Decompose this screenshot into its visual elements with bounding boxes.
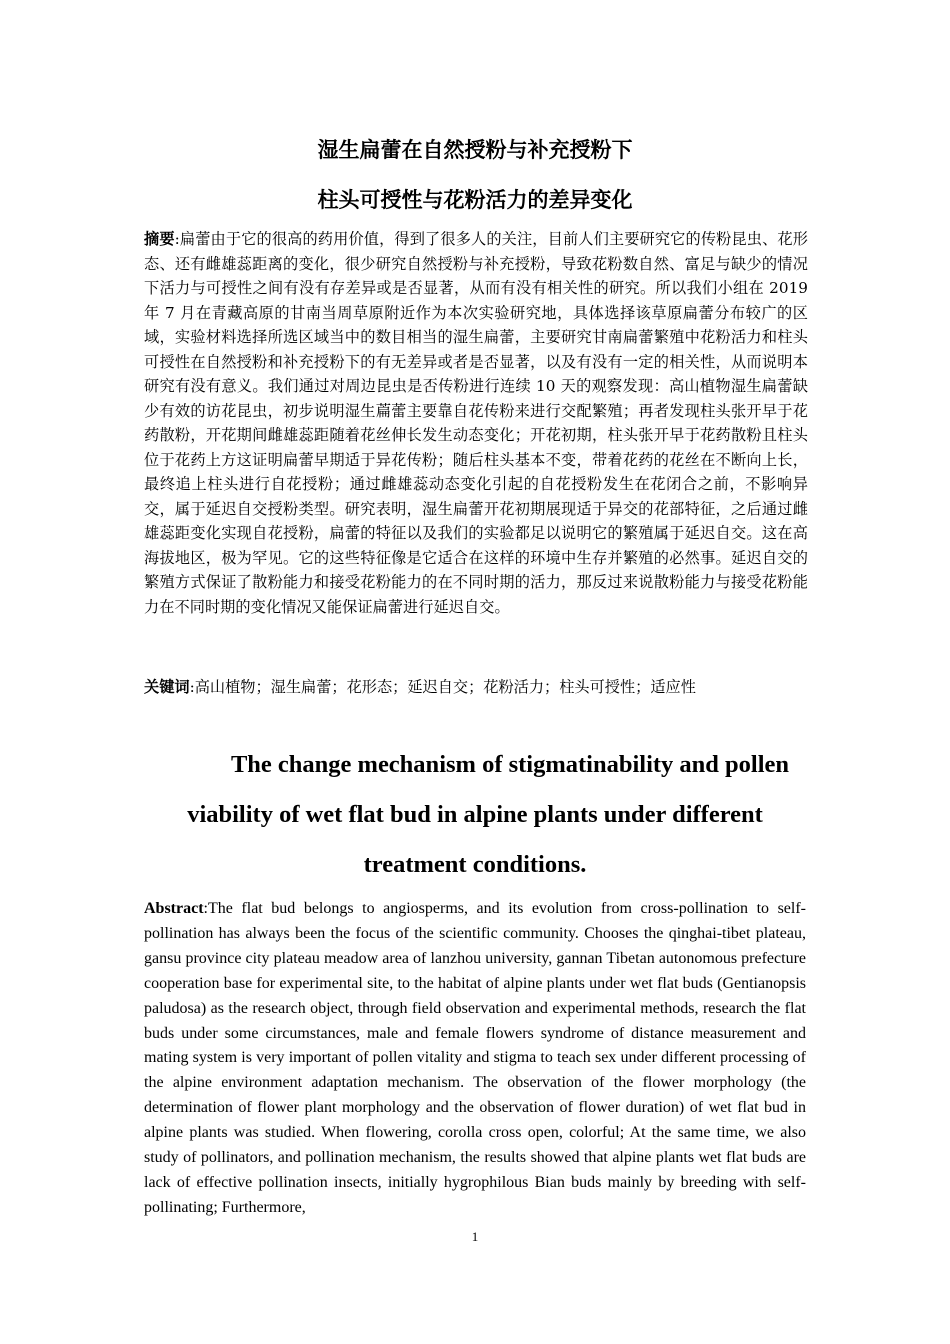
chinese-keywords <box>144 675 808 700</box>
english-title-line-2: viability of wet flat bud in alpine plants under different <box>187 801 763 828</box>
chinese-abstract-label: 摘要 <box>144 230 175 248</box>
english-title <box>140 740 810 890</box>
english-abstract-label: Abstract <box>144 900 204 917</box>
page-number: 1 <box>471 1229 479 1244</box>
chinese-abstract-separator: : <box>174 230 180 248</box>
english-title-line-1: The change mechanism of stigmatinability and pollen <box>230 751 790 778</box>
english-abstract <box>144 897 806 1221</box>
chinese-keywords-text: 高山植物；湿生扁蕾；花形态；延迟自交；花粉活力；柱头可授性；适应性 <box>194 678 696 696</box>
english-abstract-text: The flat bud belongs to angiosperms, and its evolution from cross-pollination to self-pollination has always been the focus of the scientific community. Chooses the qinghai-tibet plateau, gansu province city plateau meadow area of lanzhou university, gannan Tibetan autonomous prefecture cooperation base for experimental site, to the habitat of alpine plants under wet flat buds (Gentianopsis paludosa) as the research object, through field observation and experimental methods, research the flat buds under some circumstances, male and female flowers syndrome of distance measurement and mating system is very important of pollen vitality and stigma to teach sex under different processing of the alpine environment adaptation mechanism. The observation of the flower morphology (the determination of flower plant morphology and the observation of flower duration) of wet flat bud in alpine plants was studied. When flowering, corolla cross open, colorful; At the same time, we also study of pollinators, and pollination mechanism, the results showed that alpine plants wet flat buds are lack of effective pollination insects, initially hygrophilous Bian buds mainly by breeding with self-pollinating; Furthermore, <box>144 900 806 1216</box>
english-title-line-3: treatment conditions. <box>363 851 587 878</box>
chinese-keywords-separator: : <box>189 678 195 696</box>
chinese-abstract-text: 扁蕾由于它的很高的药用价值，得到了很多人的关注，目前人们主要研究它的传粉昆虫、花形态、还有雌雄蕊距离的变化，很少研究自然授粉与补充授粉，导致花粉数自然、富足与缺少的情况下活力与可授性之间有没有存差异或是否显著，从而有没有相关性的研究。所以我们小组在 2019 年 7 月在青藏高原的甘南当周草原附近作为本次实验研究地，具体选择该草原扁蕾分布较广的区域，实验材料选择所选区域当中的数目相当的湿生扁蕾，主要研究甘南扁蕾繁殖中花粉活力和柱头可授性在自然授粉和补充授粉下的有无差异或者是否显著，以及有没有一定的相关性，从而说明本研究有没有意义。我们通过对周边昆虫是否传粉进行连续 10 天的观察发现：高山植物湿生扁蕾缺少有效的访花昆虫，初步说明湿生萹蕾主要靠自花传粉来进行交配繁殖；再者发现柱头张开早于花药散粉，开花期间雌雄蕊距随着花丝伸长发生动态变化；开花初期，柱头张开早于花药散粉且柱头位于花药上方这证明扁蕾早期适于异花传粉；随后柱头基本不变，带着花药的花丝在不断向上长，最终追上柱头进行自花授粉；通过雌雄蕊动态变化引起的自花授粉发生在花闭合之前，不影响异交，属于延迟自交授粉类型。研究表明，湿生扁蕾开花初期展现适于异交的花部特征，之后通过雌雄蕊距变化实现自花授粉，扁蕾的特征以及我们的实验都足以说明它的繁殖属于延迟自交。这在高海拔地区，极为罕见。它的这些特征像是它适合在这样的环境中生存并繁殖的必然事。延迟自交的繁殖方式保证了散粉能力和接受花粉能力的在不同时期的活力，那反过来说散粉能力与接受花粉能力在不同时期的变化情况又能保证扁蕾进行延迟自交。 <box>144 230 808 616</box>
chinese-title-line-1: 湿生扁蕾在自然授粉与补充授粉下 <box>317 138 633 162</box>
english-abstract-separator: : <box>203 900 208 917</box>
chinese-keywords-label: 关键词 <box>144 678 190 696</box>
chinese-abstract <box>144 227 808 619</box>
chinese-title-line-2: 柱头可授性与花粉活力的差异变化 <box>317 188 633 212</box>
